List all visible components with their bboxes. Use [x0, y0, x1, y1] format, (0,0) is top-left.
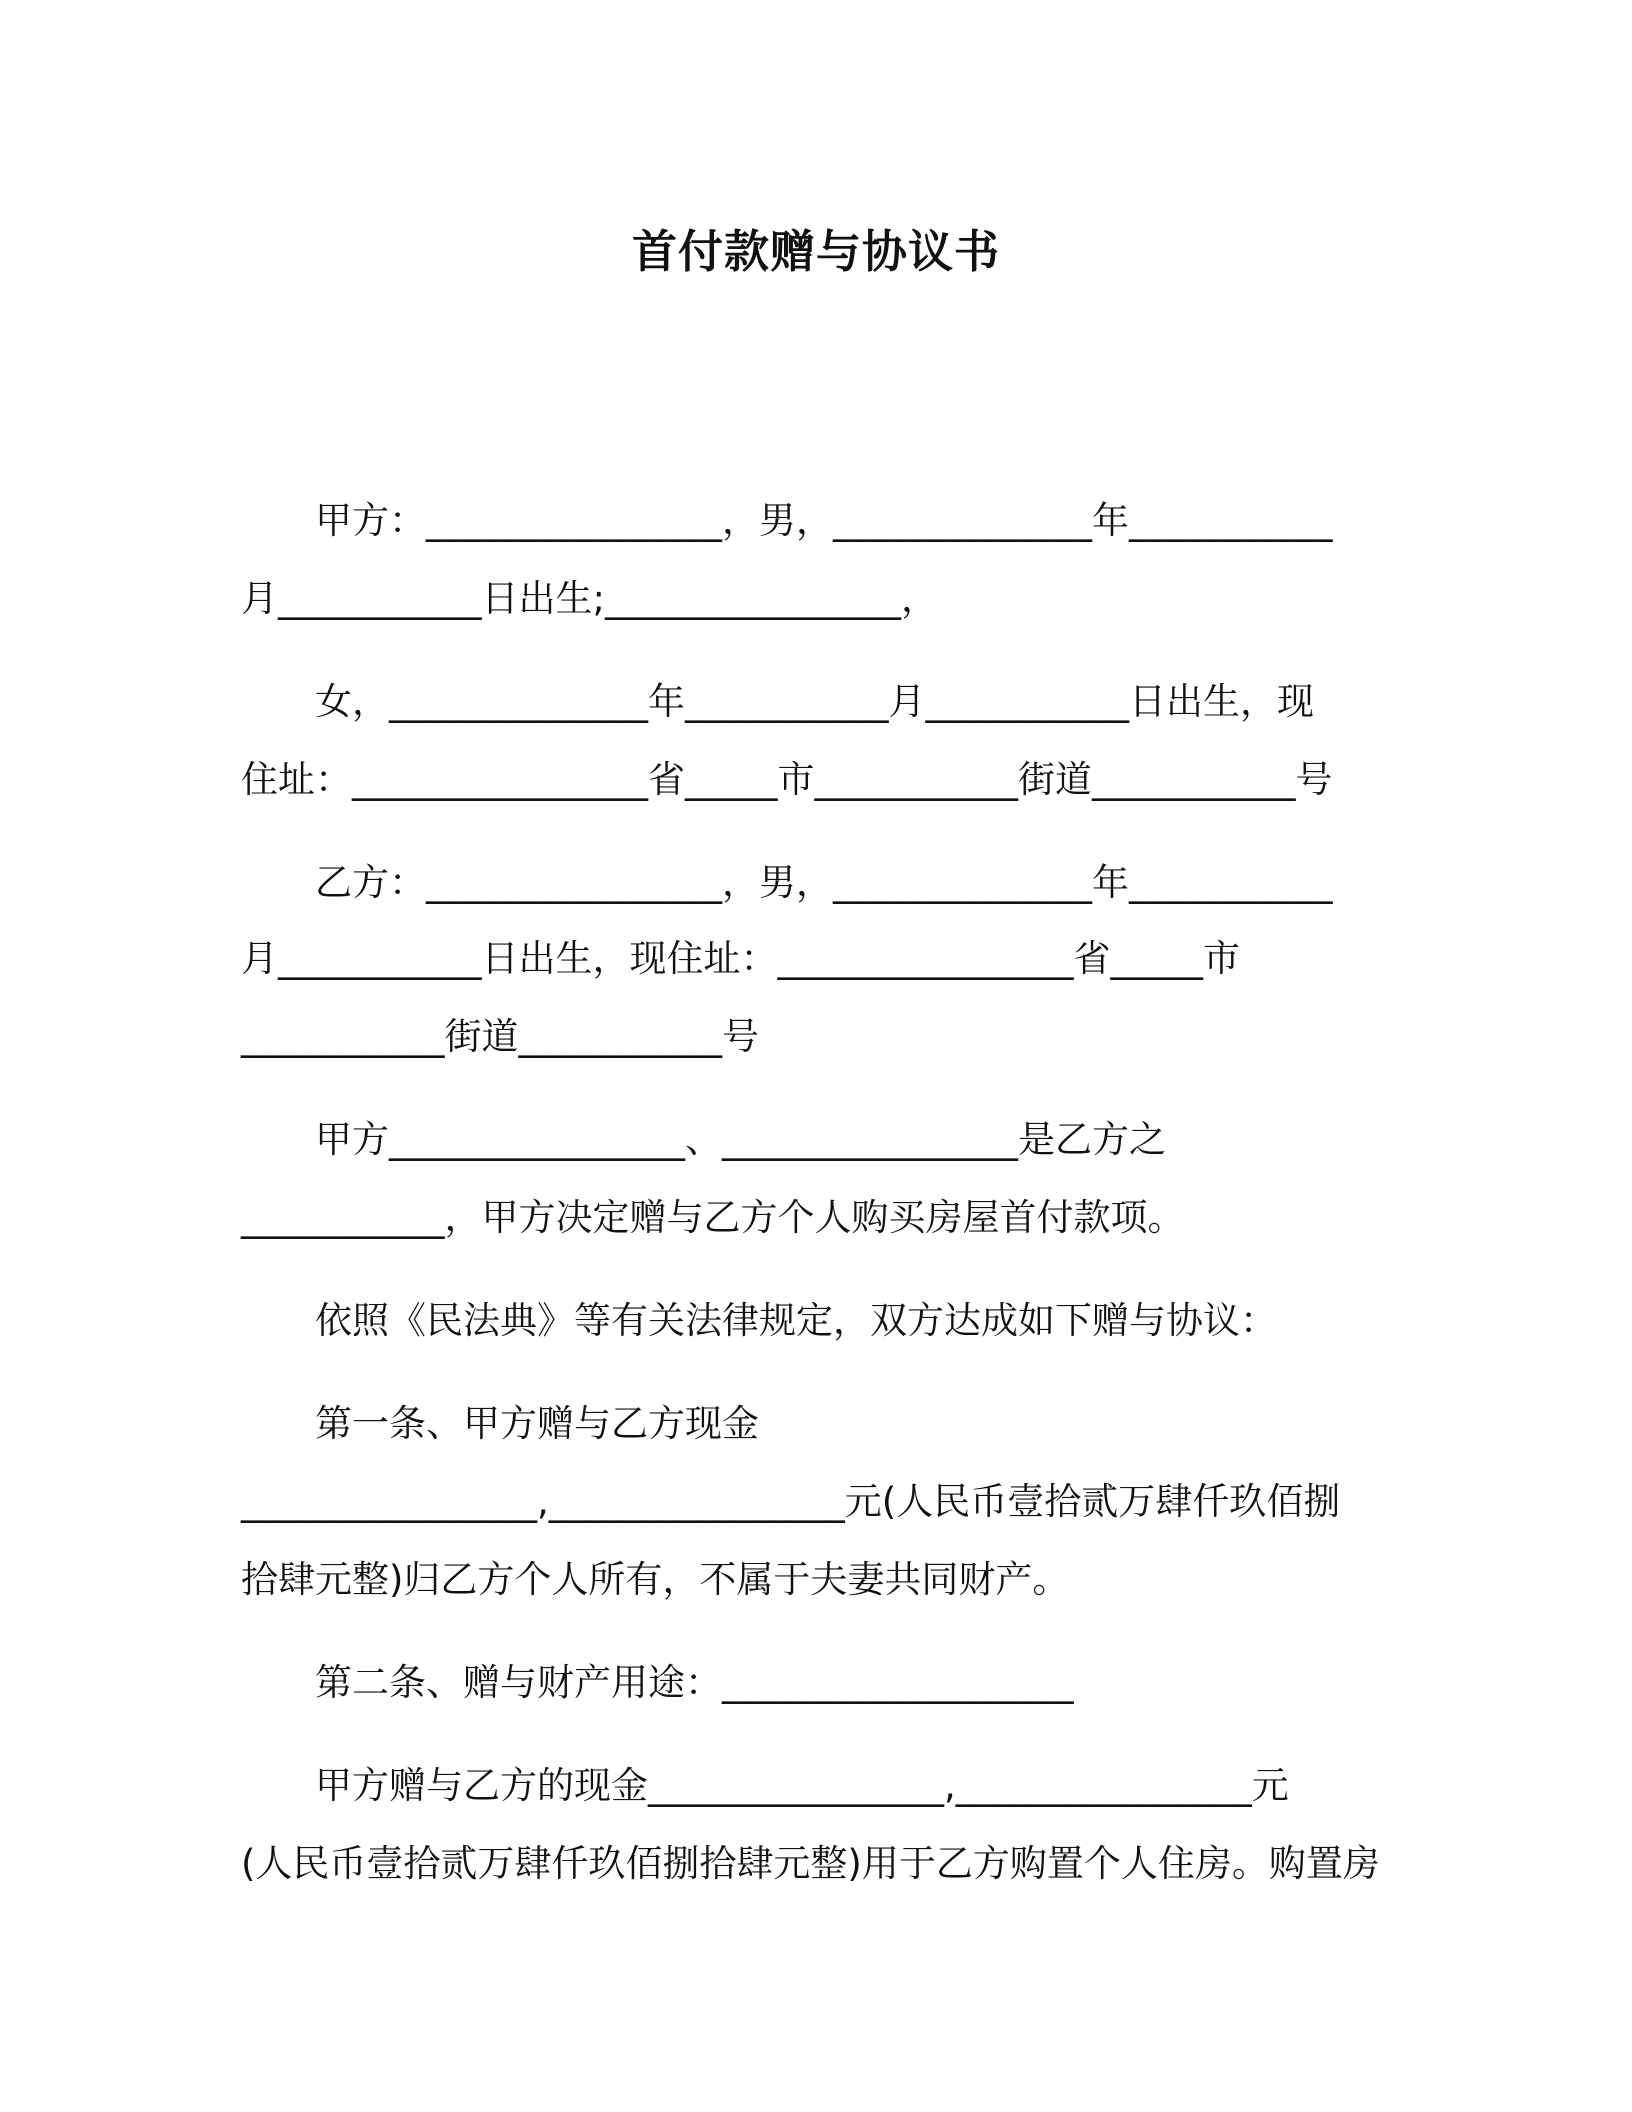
body-line: ___________，甲方决定赠与乙方个人购买房屋首付款项。	[241, 1196, 1185, 1239]
body-line: 第一条、甲方赠与乙方现金	[241, 1402, 759, 1445]
body-line: 依照《民法典》等有关法律规定，双方达成如下赠与协议：	[241, 1299, 1277, 1342]
body-line: 女，______________年___________月___________日出生，现	[241, 680, 1314, 723]
body-line: 甲方：________________，男，______________年___________	[241, 499, 1333, 542]
body-line: 月___________日出生;________________，	[241, 577, 938, 620]
body-line: 乙方：________________，男，______________年___________	[241, 861, 1333, 904]
body-line: (人民币壹拾贰万肆仟玖佰捌拾肆元整)用于乙方购置个人住房。购置房	[241, 1842, 1380, 1885]
body-line: 住址：________________省_____市___________街道___________号	[241, 758, 1333, 801]
body-line: ___________街道___________号	[241, 1015, 759, 1058]
body-line: 甲方赠与乙方的现金________________,________________元	[241, 1764, 1289, 1807]
body-line: 甲方________________、________________是乙方之	[241, 1118, 1166, 1161]
body-line: 月___________日出生，现住址：________________省_____市	[241, 937, 1240, 980]
body-line: 拾肆元整)归乙方个人所有，不属于夫妻共同财产。	[241, 1558, 1070, 1601]
document-title: 首付款赠与协议书	[631, 225, 1000, 278]
body-line: ________________,________________元(人民币壹拾贰万肆仟玖佰捌	[241, 1480, 1341, 1523]
body-line: 第二条、赠与财产用途：___________________	[241, 1661, 1074, 1704]
